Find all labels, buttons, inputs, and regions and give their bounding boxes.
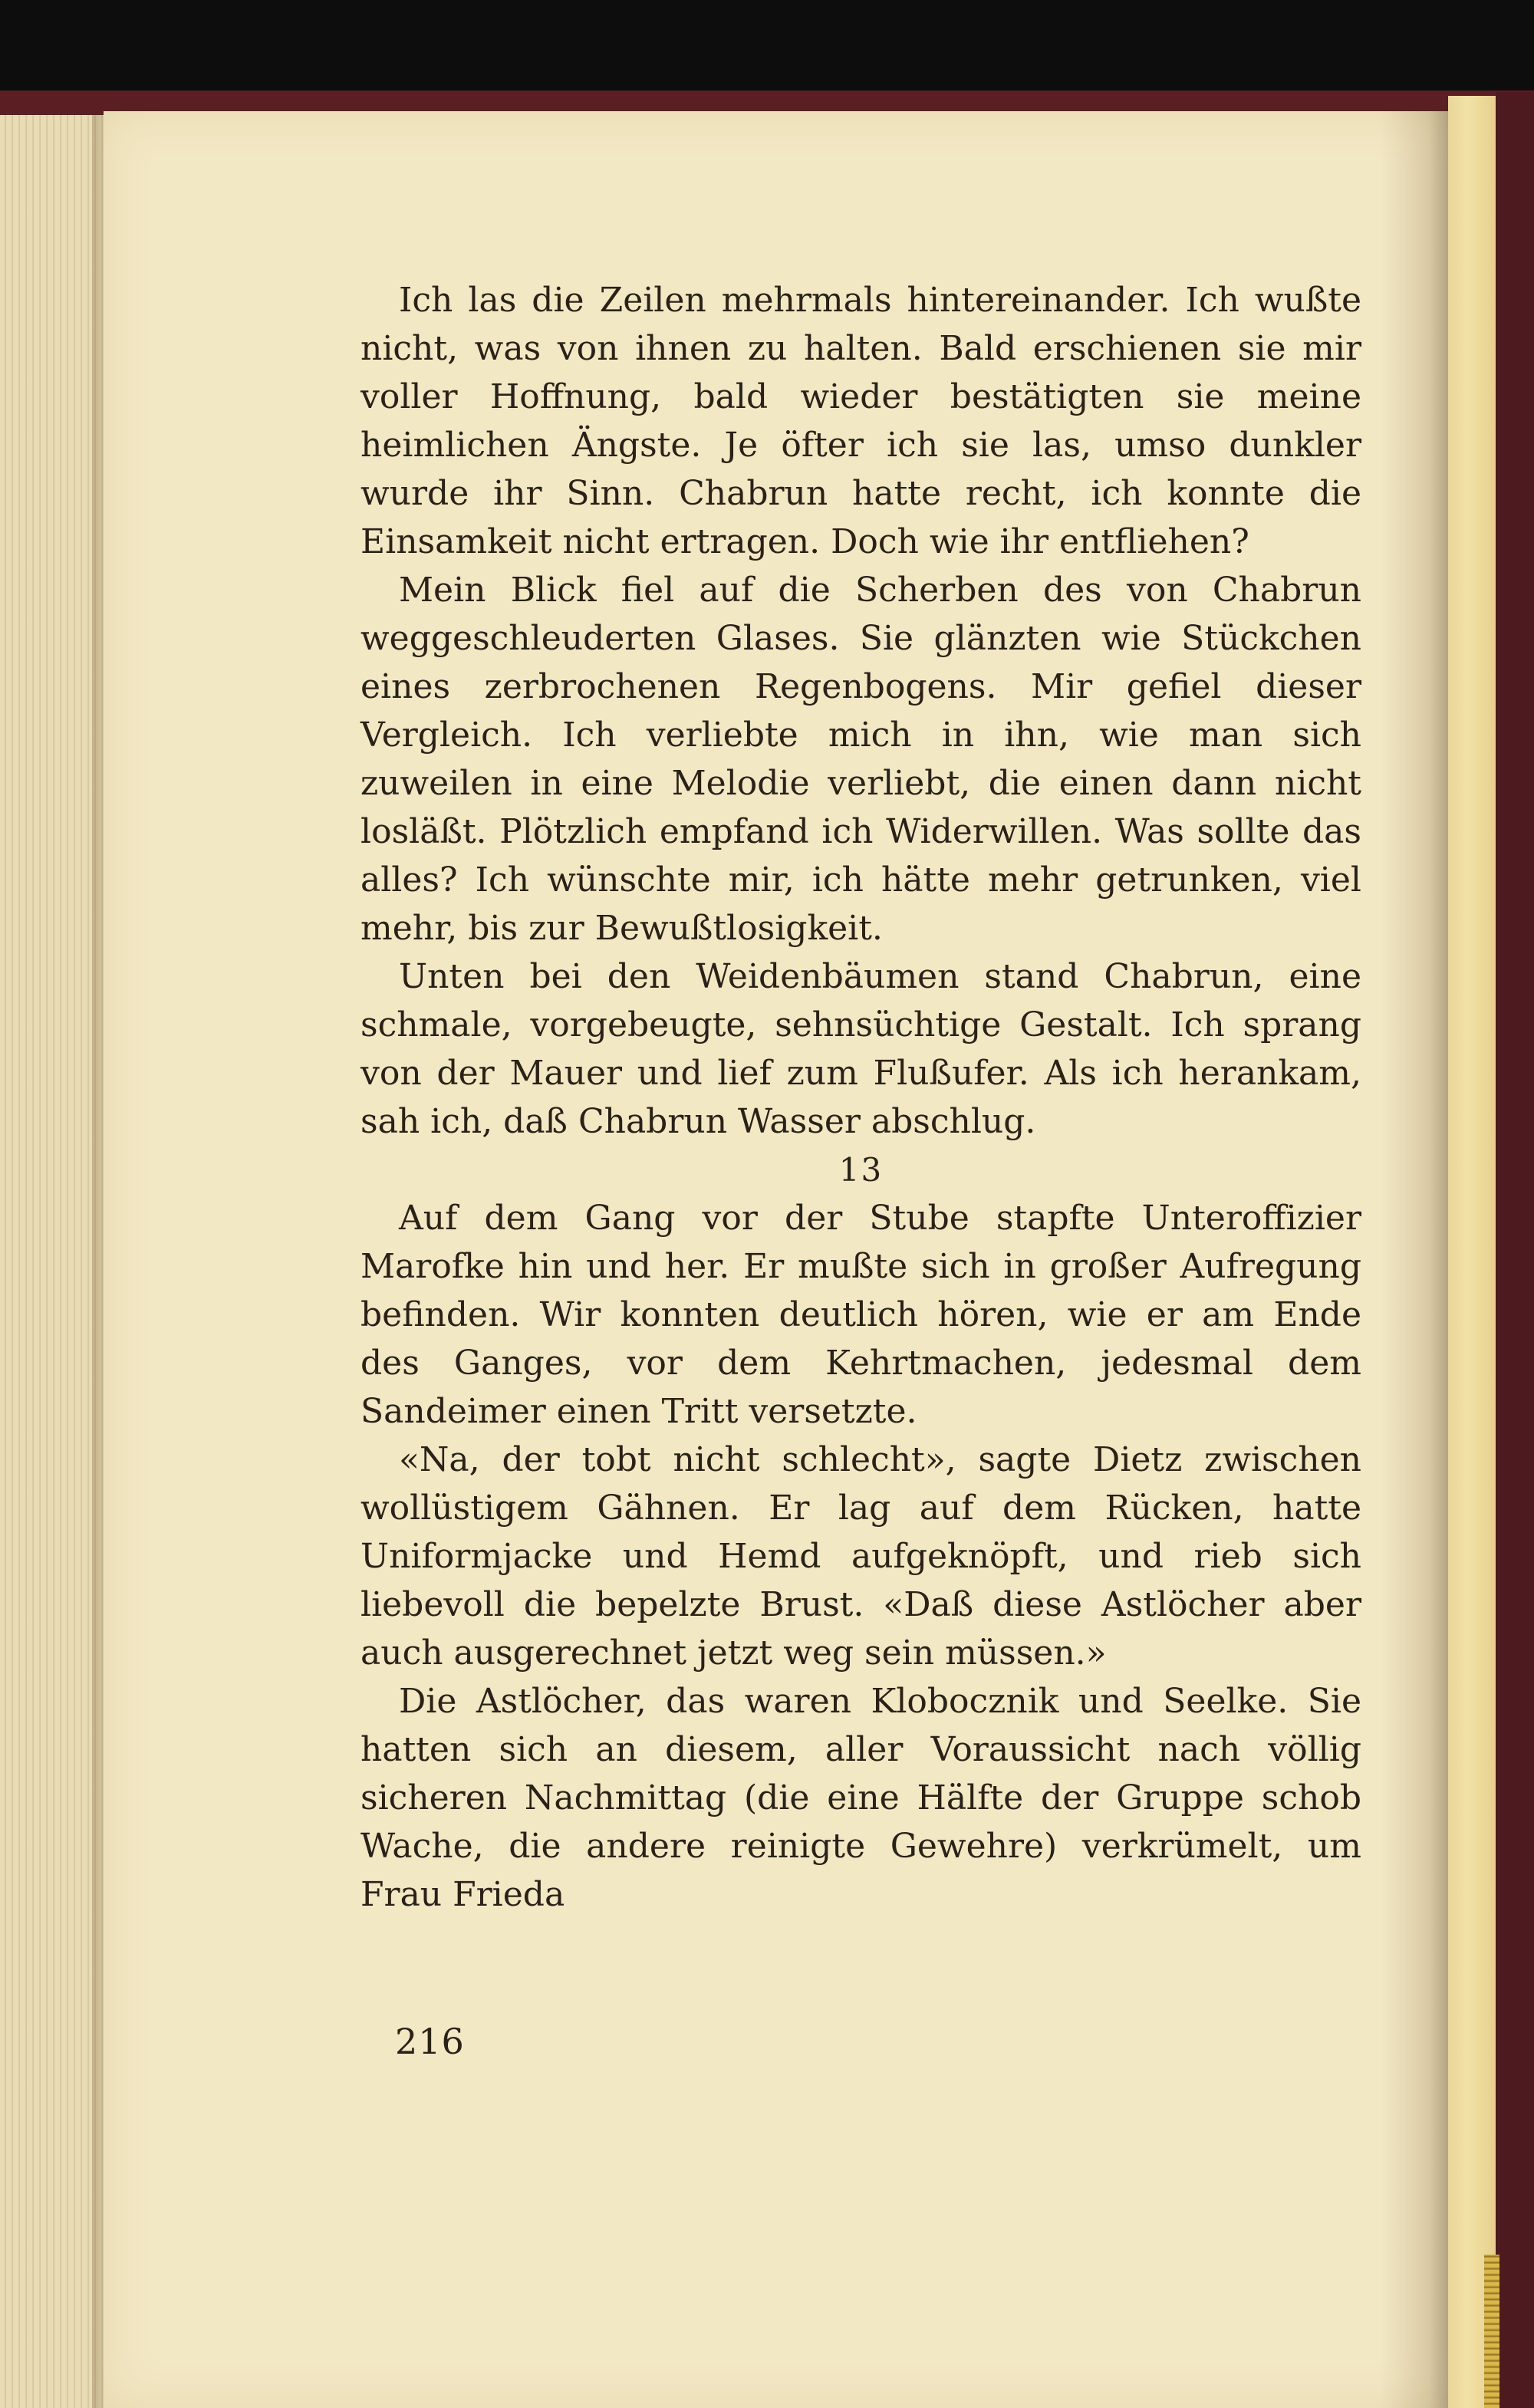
page-edges-left	[0, 115, 107, 2408]
paragraph: Die Astlöcher, das waren Klobocznik und Seelke. Sie hatten sich an diesem, aller Voraussicht nach völlig sicheren Nachmittag (die eine Hälfte der Gruppe schob Wache, die andere reinigte Gewehre) verkrümelt, um Frau Frieda	[360, 1682, 1361, 1914]
paragraph: Unten bei den Weidenbäumen stand Chabrun, eine schmale, vorgebeugte, sehnsüchtige Gestalt. Ich sprang von der Mauer und lief zum Flußufer. Als ich herankam, sah ich, daß Chabrun Wasser abschlug.	[360, 957, 1361, 1141]
chapter-number: 13	[838, 1151, 884, 1189]
headband-ribbon	[1484, 2255, 1499, 2408]
facing-page-sliver	[1448, 96, 1496, 2408]
page-number: 216	[395, 2021, 465, 2062]
paragraph: «Na, der tobt nicht schlecht», sagte Dietz zwischen wollüstigem Gähnen. Er lag auf dem Rücken, hatte Uniformjacke und Hemd aufgeknöpft, und rieb sich liebevoll die bepelzte Brust. «Daß diese Astlöcher aber auch ausgerechnet jetzt weg sein müssen.»	[360, 1440, 1361, 1673]
paragraph: Mein Blick fiel auf die Scherben des von Chabrun weggeschleuderten Glases. Sie glänzten wie Stückchen eines zerbrochenen Regenbogens. Mir gefiel dieser Vergleich. Ich verliebte mich in ihn, wie man sich zuweilen in eine Melodie verliebt, die einen dann nicht losläßt. Plötzlich empfand ich Widerwillen. Was sollte das alles? Ich wünschte mir, ich hätte mehr getrunken, viel mehr, bis zur Bewußtlosigkeit.	[360, 571, 1361, 948]
page-gutter-shading	[1381, 111, 1450, 2408]
page-text-block	[360, 276, 1361, 1919]
paragraph: Auf dem Gang vor der Stube stapfte Unteroffizier Marofke hin und her. Er mußte sich in großer Aufregung befinden. Wir konnten deutlich hören, wie er am Ende des Ganges, vor dem Kehrtmachen, jedesmal dem Sandeimer einen Tritt versetzte.	[360, 1199, 1361, 1431]
paragraph: Ich las die Zeilen mehrmals hintereinander. Ich wußte nicht, was von ihnen zu halten. Bald erschienen sie mir voller Hoffnung, bald wieder bestätigten sie meine heimlichen Ängste. Je öfter ich sie las, umso dunkler wurde ihr Sinn. Chabrun hatte recht, ich konnte die Einsamkeit nicht ertragen. Doch wie ihr entfliehen?	[360, 281, 1361, 561]
book-cover-right-edge	[1496, 92, 1534, 2408]
